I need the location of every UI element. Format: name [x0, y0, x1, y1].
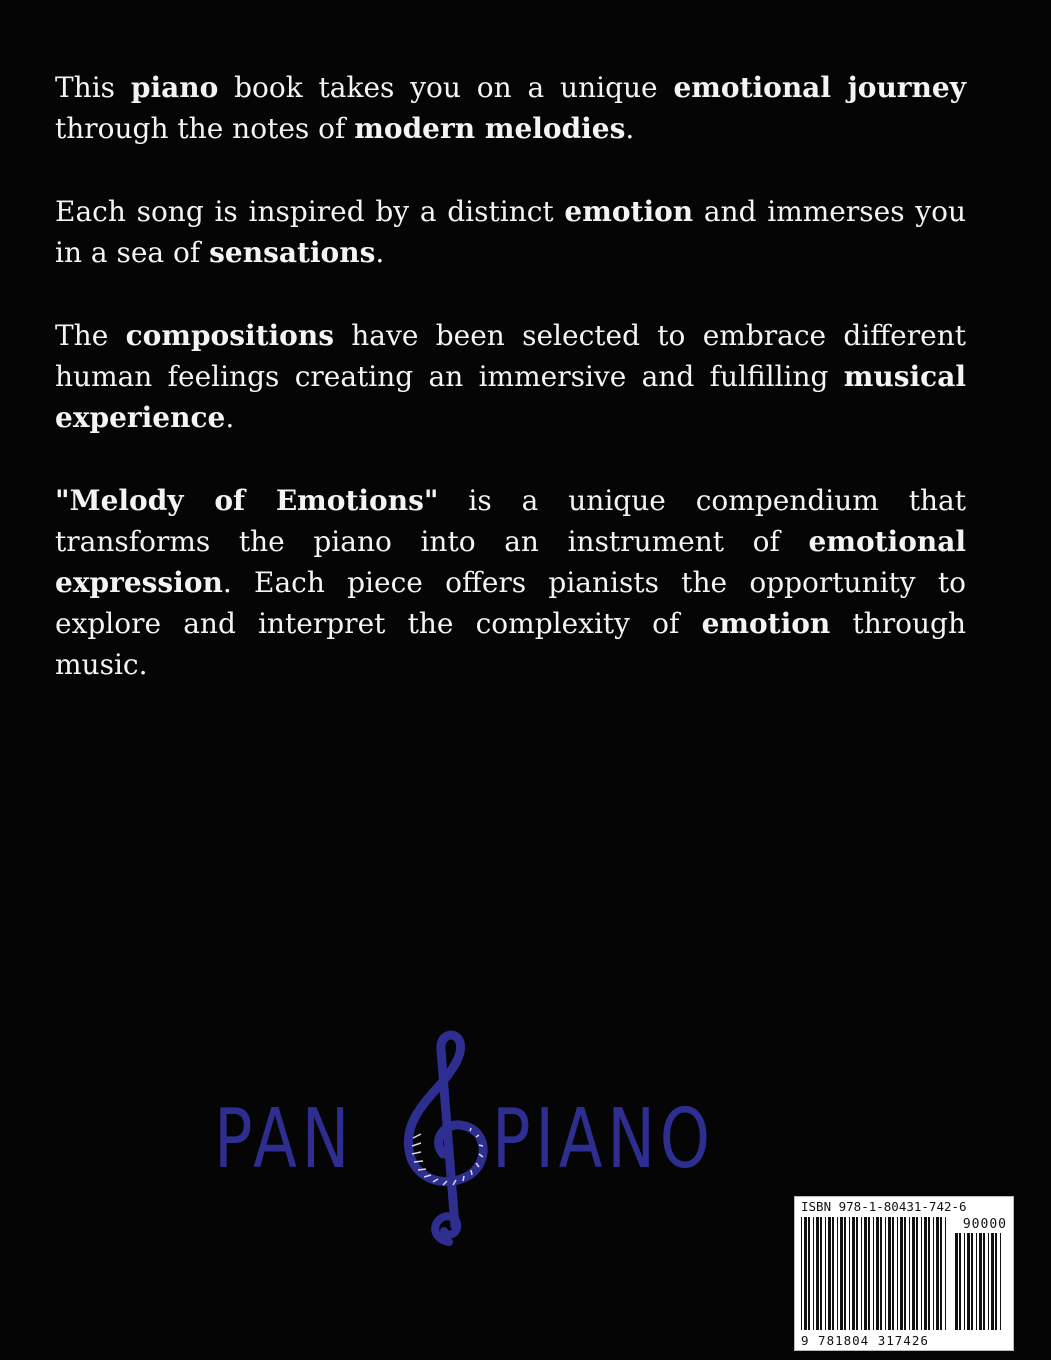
barcode-bar — [964, 1233, 965, 1330]
barcode-bar — [921, 1217, 922, 1330]
barcode-bar — [813, 1217, 814, 1330]
barcode-bar — [808, 1217, 810, 1330]
barcode-bar — [959, 1233, 961, 1330]
barcode-bars-icon — [801, 1217, 949, 1330]
barcode-bar — [940, 1217, 942, 1330]
text-run: book takes you on a unique — [218, 71, 674, 104]
barcode-bar — [825, 1217, 826, 1330]
barcode-bar — [988, 1233, 989, 1330]
text-run: and immerses you in a sea of — [55, 195, 966, 269]
description-paragraph — [55, 191, 966, 273]
text-run: . — [225, 401, 235, 434]
text-run: The — [55, 319, 126, 352]
barcode-bar — [945, 1217, 946, 1330]
bold-phrase: emotional journey — [673, 71, 966, 104]
description-paragraph — [55, 67, 966, 149]
barcode-bar — [828, 1217, 831, 1330]
barcode-bar — [912, 1217, 915, 1330]
barcode-bar — [876, 1217, 879, 1330]
barcode-bar — [1000, 1233, 1001, 1330]
barcode-bar — [904, 1217, 906, 1330]
barcode-bar — [837, 1217, 838, 1330]
barcode-bar — [880, 1217, 882, 1330]
bold-phrase: emotional expression — [55, 525, 966, 599]
barcode-addon-bars-icon — [955, 1233, 1005, 1330]
barcode-bar — [844, 1217, 846, 1330]
text-run: . Each piece offers pianists the opportunity to explore and interpret the complexity of — [55, 566, 966, 640]
barcode-bar — [995, 1233, 997, 1330]
description-paragraph — [55, 315, 966, 438]
barcode-bar — [976, 1233, 977, 1330]
barcode-bar — [852, 1217, 855, 1330]
barcode-bar — [897, 1217, 898, 1330]
bold-phrase: musical experience — [55, 360, 966, 434]
bold-phrase: "Melody of Emotions" — [55, 484, 439, 517]
logo-right-word: PIANO — [492, 1092, 715, 1187]
barcode-bar — [909, 1217, 910, 1330]
bold-phrase: sensations — [209, 236, 376, 269]
barcode-bar — [916, 1217, 918, 1330]
price-code: 90000 — [962, 1217, 1007, 1232]
isbn-text: ISBN 978-1-80431-742-6 — [801, 1199, 967, 1214]
barcode-bar — [840, 1217, 843, 1330]
bold-phrase: modern melodies — [354, 112, 626, 145]
barcode-bar — [873, 1217, 874, 1330]
barcode-bar — [801, 1217, 802, 1330]
barcode-bar — [991, 1233, 994, 1330]
bold-phrase: emotion — [564, 195, 694, 228]
barcode-bar — [864, 1217, 867, 1330]
text-run: This — [55, 71, 131, 104]
barcode-bar — [804, 1217, 807, 1330]
barcode-bar — [816, 1217, 819, 1330]
bold-phrase: piano — [130, 71, 219, 104]
barcode-bar — [936, 1217, 939, 1330]
description-paragraph — [55, 480, 966, 685]
text-run: is a unique compendium that transforms the piano into an instrument of — [55, 484, 966, 558]
text-run: Each song is inspired by a distinct — [55, 195, 565, 228]
barcode-bar — [861, 1217, 862, 1330]
text-run: . — [625, 112, 635, 145]
back-cover-description — [55, 67, 966, 727]
barcode-bar — [955, 1233, 958, 1330]
barcode-bar — [928, 1217, 930, 1330]
barcode-bar — [979, 1233, 982, 1330]
text-run: . — [375, 236, 385, 269]
barcode-bar — [892, 1217, 894, 1330]
barcode-bar — [856, 1217, 858, 1330]
text-run: through music. — [55, 607, 966, 681]
barcode-bar — [971, 1233, 973, 1330]
barcode-bar — [832, 1217, 834, 1330]
pan-piano-logo — [214, 1030, 754, 1250]
barcode-bar — [888, 1217, 891, 1330]
barcode-bar — [849, 1217, 850, 1330]
bold-phrase: compositions — [125, 319, 334, 352]
barcode-bar — [820, 1217, 822, 1330]
text-run: have been selected to embrace different human feelings creating an immersive and fulfilling — [55, 319, 966, 393]
barcode-bar — [885, 1217, 886, 1330]
logo-left-word: PAN — [214, 1092, 355, 1187]
barcode-bar — [967, 1233, 970, 1330]
barcode-bar — [933, 1217, 934, 1330]
barcode-bar — [924, 1217, 927, 1330]
isbn-barcode — [794, 1196, 1014, 1351]
barcode-bar — [868, 1217, 870, 1330]
barcode-digits: 9 781804 317426 — [801, 1333, 929, 1348]
text-run: through the notes of — [55, 112, 355, 145]
bold-phrase: emotion — [701, 607, 831, 640]
barcode-bar — [900, 1217, 903, 1330]
barcode-bar — [983, 1233, 985, 1330]
